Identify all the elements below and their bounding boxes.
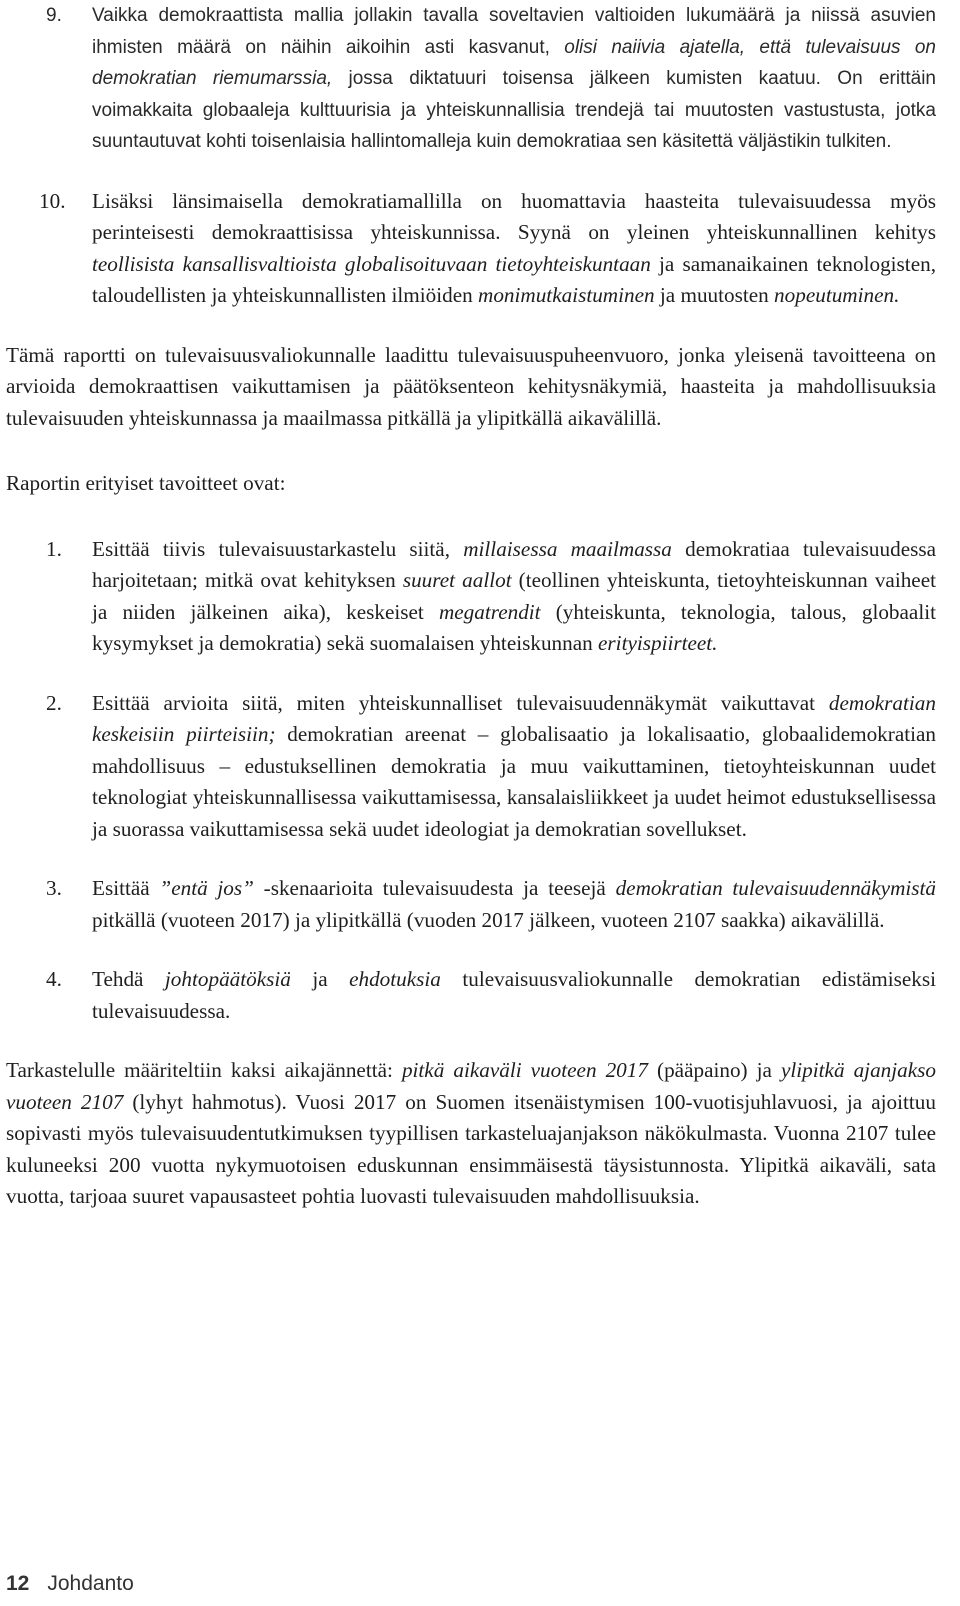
- item-number: 4.: [46, 967, 62, 991]
- list-item-9: [6, 0, 936, 158]
- item-text: Tehdä johtopäätöksiä ja ehdotuksia tulevaisuusvaliokunnalle demokratian edistämiseksi tulevaisuudessa.: [92, 967, 936, 1023]
- page-footer: [6, 1572, 134, 1596]
- goal-item-1: [6, 534, 936, 660]
- intro-paragraph: Tämä raportti on tulevaisuusvaliokunnalle laadittu tulevaisuuspuheenvuoro, jonka yleisenä tavoitteena on arvioida demokraattisen vaikuttamisen ja päätöksenteon kehitysnäkymiä, haasteita ja mahdollisuuksia tulevaisuuden yhteiskunnassa ja maailmassa pitkällä ja ylipitkällä aikavälillä.: [6, 342, 936, 430]
- item-text: Esittää tiivis tulevaisuustarkastelu siitä, millaisessa maailmassa demokratiaa tulevaisuudessa harjoitetaan; mitkä ovat kehityksen suuret aallot (teollinen yhteiskunta, tietoyhteiskunnan vaiheet ja niiden jälkeinen aika), keskeiset megatrendit (yhteiskunta, teknologia, talous, globaalit kysymykset ja demokratia) sekä suomalaisen yhteiskunnan erityispiirteet.: [92, 536, 937, 655]
- page-body: [6, 0, 936, 1213]
- goal-item-4: [6, 964, 936, 1027]
- item-number: 10.: [39, 188, 66, 213]
- item-text: Vaikka demokraattista mallia jollakin tavalla soveltavien valtioiden lukumäärä ja niissä asuvien ihmisten määrä on näihin aikoihin asti kasvanut, olisi naiivia ajatella, että tulevaisuus on demokratian riemumarssia, jossa diktatuuri toisensa jälkeen kumisten kaatuu. On erittäin voimakkaita globaaleja kulttuurisia ja yhteiskunnallisia trendejä tai muutosten vastustusta, jotka suuntautuvat kohti toisenlaisia hallintomalleja kuin demokratiaa sen käsitettä väljästikin tulkiten.: [92, 5, 937, 152]
- item-text: Lisäksi länsimaisella demokratiamallilla on huomattavia haasteita tulevaisuudessa myös perinteisesti demokraattisissa yhteiskunnissa. Syynä on yleinen yhteiskunnallinen kehitys teollisista kansallisvaltioista globalisoituvaan tietoyhteiskuntaan ja samanaikainen teknologisten, taloudellisten ja yhteiskunnallisten ilmiöiden monimutkaistuminen ja muutosten nopeutuminen.: [92, 188, 936, 307]
- goals-heading: Raportin erityiset tavoitteet ovat:: [6, 471, 286, 495]
- goal-item-3: [6, 873, 936, 936]
- item-number: 1.: [46, 536, 62, 561]
- item-number: 2.: [46, 690, 62, 715]
- list-item-10: [6, 186, 936, 312]
- page-number: 12: [6, 1572, 30, 1595]
- closing-paragraph: Tarkastelulle määriteltiin kaksi aikajännettä: pitkä aikaväli vuoteen 2017 (pääpaino) ja ylipitkä ajanjakso vuoteen 2107 (lyhyt hahmotus). Vuosi 2017 on Suomen itsenäistymisen 100-vuotisjuhlavuosi, ja ajoittuu sopivasti myös tulevaisuudentutkimuksen tyypillisen tarkasteluajanjakson näkökulmasta. Vuonna 2107 tulee kuluneeksi 200 vuotta nykymuotoisen eduskunnan ensimmäisestä täysistunnosta. Ylipitkä aikaväli, sata vuotta, tarjoaa suuret vapausasteet pohtia luovasti tulevaisuuden mahdollisuuksia.: [6, 1058, 936, 1208]
- goal-item-2: [6, 688, 936, 846]
- item-number: 3.: [46, 876, 62, 900]
- item-text: Esittää ”entä jos” -skenaarioita tulevaisuudesta ja teesejä demokratian tulevaisuudennäkymistä pitkällä (vuoteen 2017) ja ylipitkällä (vuoden 2017 jälkeen, vuoteen 2107 saakka) aikavälillä.: [92, 876, 937, 932]
- section-title: Johdanto: [47, 1572, 134, 1595]
- item-text: Esittää arvioita siitä, miten yhteiskunnalliset tulevaisuudennäkymät vaikuttavat demokratian keskeisiin piirteisiin; demokratian areenat – globalisaatio ja lokalisaatio, globaalidemokratian mahdollisuus – edustuksellinen demokratia ja muu vaikuttaminen, tietoyhteiskunnan uudet teknologiat yhteiskunnallisessa vaikuttamisessa, kansalaisliikkeet ja uudet heimot edustuksellisessa ja suorassa vaikuttamisessa sekä uudet ideologiat ja demokratian sovellukset.: [92, 690, 937, 841]
- item-number: 9.: [46, 5, 62, 26]
